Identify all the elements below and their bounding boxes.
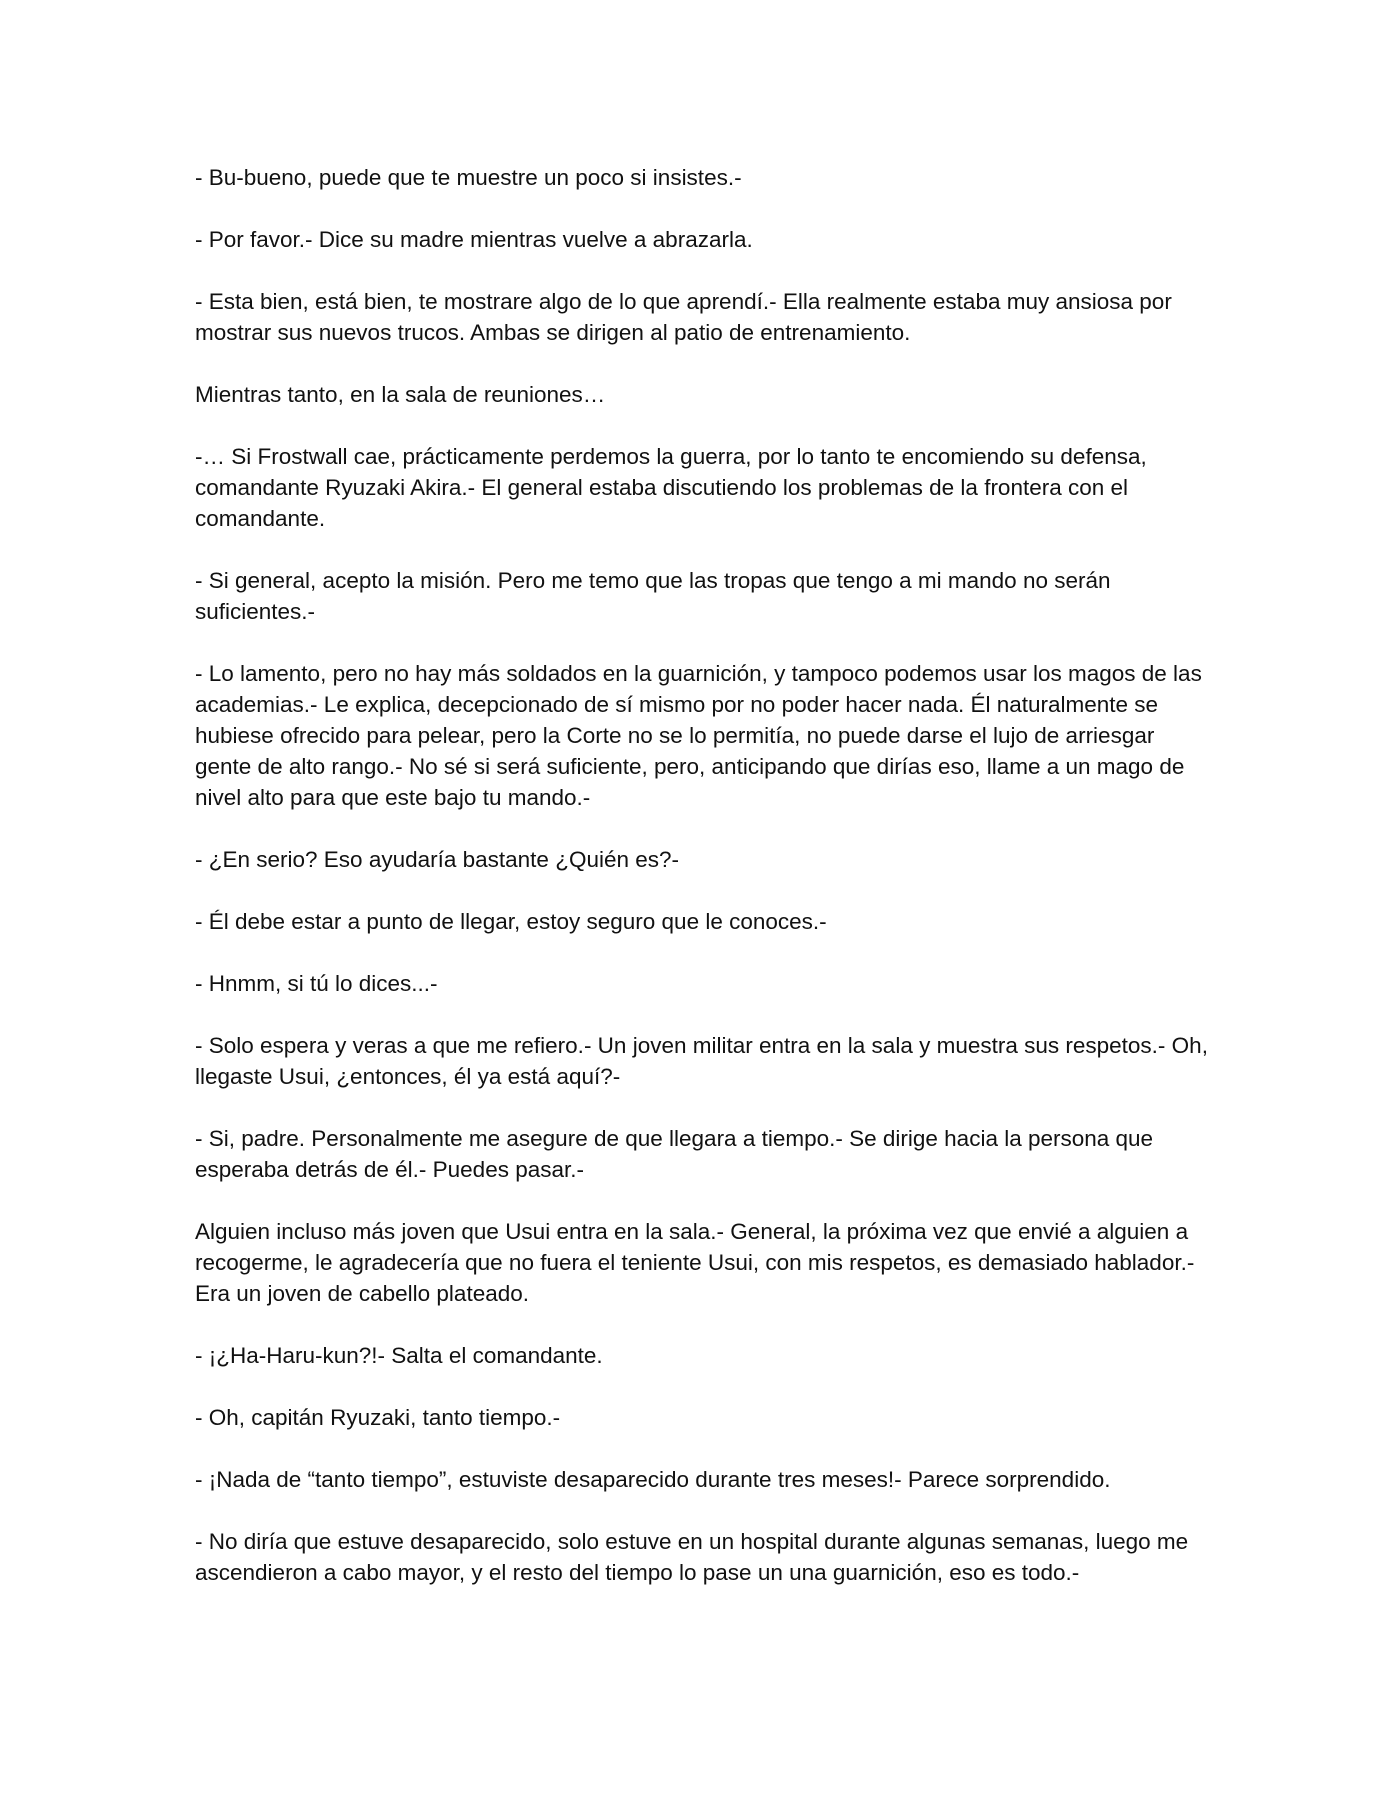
paragraph: - Lo lamento, pero no hay más soldados en la guarnición, y tampoco podemos usar los magos de las academias.- Le explica, decepcionado de sí mismo por no poder hacer nada. Él naturalmente se hubiese ofrecido para pelear, pero la Corte no se lo permitía, no puede darse el lujo de arriesgar gente de alto rango.- No sé si será suficiente, pero, anticipando que dirías eso, llame a un mago de nivel alto para que este bajo tu mando.- <box>195 661 1202 810</box>
paragraph: - Él debe estar a punto de llegar, estoy seguro que le conoces.- <box>195 909 827 934</box>
document-body <box>195 162 1210 1619</box>
paragraph: - ¡¿Ha-Haru-kun?!- Salta el comandante. <box>195 1343 603 1368</box>
paragraph: - ¿En serio? Eso ayudaría bastante ¿Quién es?- <box>195 847 680 872</box>
paragraph: -… Si Frostwall cae, prácticamente perdemos la guerra, por lo tanto te encomiendo su defensa, comandante Ryuzaki Akira.- El general estaba discutiendo los problemas de la frontera con el comandante. <box>195 444 1147 531</box>
paragraph: Mientras tanto, en la sala de reuniones… <box>195 382 606 407</box>
paragraph: - Bu-bueno, puede que te muestre un poco si insistes.- <box>195 165 742 190</box>
paragraph: - Oh, capitán Ryuzaki, tanto tiempo.- <box>195 1405 561 1430</box>
paragraph: - No diría que estuve desaparecido, solo estuve en un hospital durante algunas semanas, luego me ascendieron a cabo mayor, y el resto del tiempo lo pase un una guarnición, eso es todo.- <box>195 1529 1189 1585</box>
paragraph: Alguien incluso más joven que Usui entra en la sala.- General, la próxima vez que envié a alguien a recogerme, le agradecería que no fuera el teniente Usui, con mis respetos, es demasiado hablador.- Era un joven de cabello plateado. <box>195 1219 1195 1306</box>
paragraph: - Por favor.- Dice su madre mientras vuelve a abrazarla. <box>195 227 753 252</box>
paragraph: - ¡Nada de “tanto tiempo”, estuviste desaparecido durante tres meses!- Parece sorprendido. <box>195 1467 1111 1492</box>
paragraph: - Si, padre. Personalmente me asegure de que llegara a tiempo.- Se dirige hacia la persona que esperaba detrás de él.- Puedes pasar.- <box>195 1126 1154 1182</box>
paragraph: - Solo espera y veras a que me refiero.- Un joven militar entra en la sala y muestra sus respetos.- Oh, llegaste Usui, ¿entonces, él ya está aquí?- <box>195 1033 1208 1089</box>
paragraph: - Esta bien, está bien, te mostrare algo de lo que aprendí.- Ella realmente estaba muy ansiosa por mostrar sus nuevos trucos. Ambas se dirigen al patio de entrenamiento. <box>195 289 1172 345</box>
paragraph: - Hnmm, si tú lo dices...- <box>195 971 438 996</box>
paragraph: - Si general, acepto la misión. Pero me temo que las tropas que tengo a mi mando no serán suficientes.- <box>195 568 1111 624</box>
